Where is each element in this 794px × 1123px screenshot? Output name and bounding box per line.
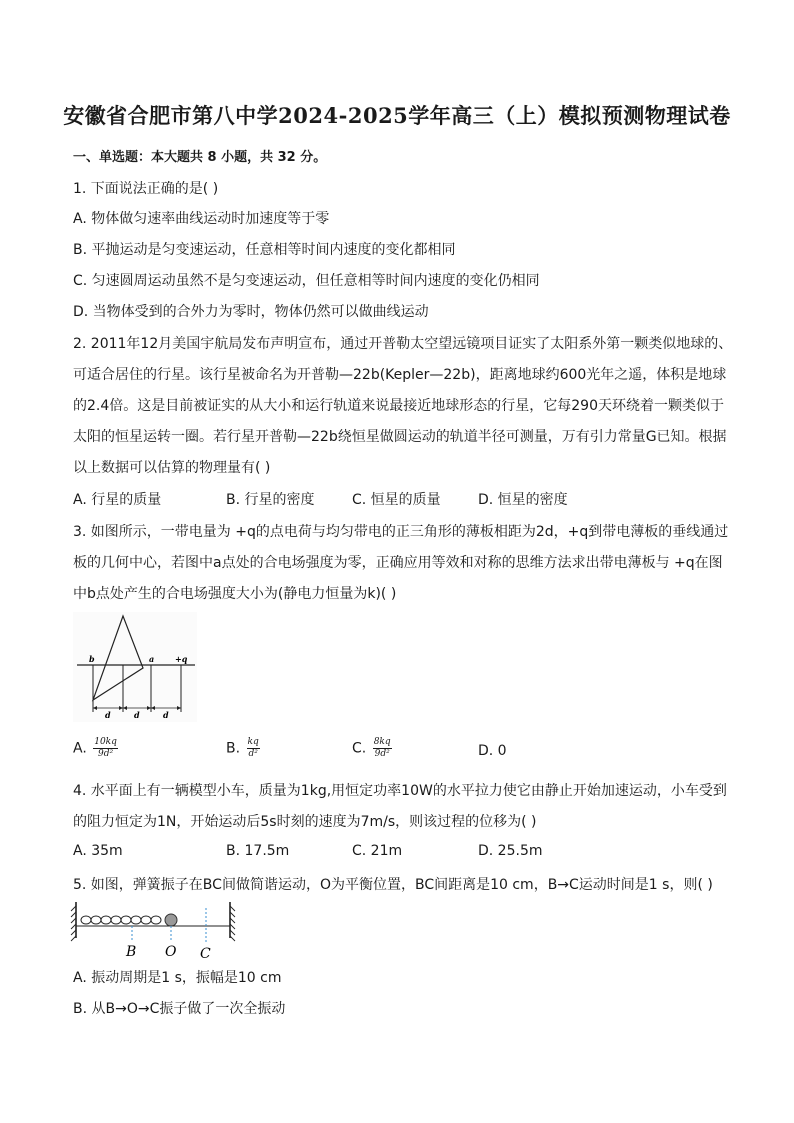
question-4-option-b: B. 17.5m <box>226 843 290 859</box>
question-3-option-d: D. 0 <box>478 743 507 759</box>
question-2-line-2: 可适合居住的行星。该行星被命名为开普勒—22b(Kepler—22b)，距离地球约600光年之遥，体积是地球 <box>73 367 727 383</box>
question-3-option-c: C. $\frac{8kq}{\text{9d²}}$ <box>352 737 391 759</box>
label-a: a <box>149 654 155 664</box>
question-3-line-2: 板的几何中心，若图中a点处的合电场强度为零，正确应用等效和对称的思维方法求出带电薄板与 +q在图 <box>73 555 723 571</box>
label-plus-q: +q <box>175 654 188 664</box>
label-d-3: d <box>163 710 169 720</box>
question-5-figure <box>70 898 240 960</box>
oscillator-ball <box>165 914 177 926</box>
question-3-line-1: 3. 如图所示，一带电量为 +q的点电荷与均匀带电的正三角形的薄板相距为2d，+q到带电薄板的垂线通过 <box>73 524 729 540</box>
question-1-stem: 1. 下面说法正确的是( ) <box>73 181 219 197</box>
question-2-line-1: 2. 2011年12月美国宇航局发布声明宣布，通过开普勒太空望远镜项目证实了太阳系外第一颗类似地球的、 <box>73 336 733 352</box>
question-2-option-b: B. 行星的密度 <box>226 492 315 508</box>
label-B: B <box>126 944 137 960</box>
question-5-option-a: A. 振动周期是1 s，振幅是10 cm <box>73 970 282 986</box>
question-2-line-4: 太阳的恒星运转一圈。若行星开普勒—22b绕恒星做圆运动的轨道半径可测量，万有引力常量G已知。根据 <box>73 429 727 445</box>
question-1-option-c: C. 匀速圆周运动虽然不是匀变速运动，但任意相等时间内速度的变化仍相同 <box>73 273 540 289</box>
section-heading: 一、单选题：本大题共 8 小题，共 32 分。 <box>73 150 327 165</box>
spring <box>81 916 161 924</box>
question-4-option-c: C. 21m <box>352 843 403 859</box>
label-O: O <box>165 944 177 960</box>
question-4-line-2: 的阻力恒定为1N，开始运动后5s时刻的速度为7m/s，则该过程的位移为( ) <box>73 814 537 830</box>
question-4-option-a: A. 35m <box>73 843 123 859</box>
question-1-option-b: B. 平抛运动是匀变速运动，任意相等时间内速度的变化都相同 <box>73 242 456 258</box>
question-1-option-d: D. 当物体受到的合外力为零时，物体仍然可以做曲线运动 <box>73 304 429 320</box>
question-2-option-a: A. 行星的质量 <box>73 492 162 508</box>
question-2-option-c: C. 恒星的质量 <box>352 492 441 508</box>
label-b: b <box>89 654 95 664</box>
question-4-option-d: D. 25.5m <box>478 843 543 859</box>
question-3-line-3: 中b点处产生的合电场强度大小为(静电力恒量为k)( ) <box>73 586 397 602</box>
label-d-2: d <box>134 710 140 720</box>
label-C: C <box>200 946 211 960</box>
question-5-stem: 5. 如图，弹簧振子在BC间做简谐运动，O为平衡位置，BC间距离是10 cm，B→C运动时间是1 s，则( ) <box>73 877 713 893</box>
question-2-line-5: 以上数据可以估算的物理量有( ) <box>73 460 271 476</box>
question-3-option-b: B. $\frac{kq}{\text{d²}}$ <box>226 737 259 759</box>
question-3-figure <box>73 612 197 722</box>
question-4-line-1: 4. 水平面上有一辆模型小车，质量为1kg,用恒定功率10W的水平拉力使它由静止开始加速运动，小车受到 <box>73 783 727 799</box>
question-3-option-a: A. $\frac{10kq}{\text{9d²}}$ <box>73 737 117 759</box>
question-2-line-3: 的2.4倍。这是目前被证实的从大小和运行轨道来说最接近地球形态的行星，它每290天环绕着一颗类似于 <box>73 398 724 414</box>
question-1-option-a: A. 物体做匀速率曲线运动时加速度等于零 <box>73 211 330 227</box>
label-d-1: d <box>105 710 111 720</box>
page-title: 安徽省合肥市第八中学2024-2025学年高三（上）模拟预测物理试卷 <box>63 103 731 128</box>
question-5-option-b: B. 从B→O→C振子做了一次全振动 <box>73 1001 286 1017</box>
question-2-option-d: D. 恒星的密度 <box>478 492 568 508</box>
